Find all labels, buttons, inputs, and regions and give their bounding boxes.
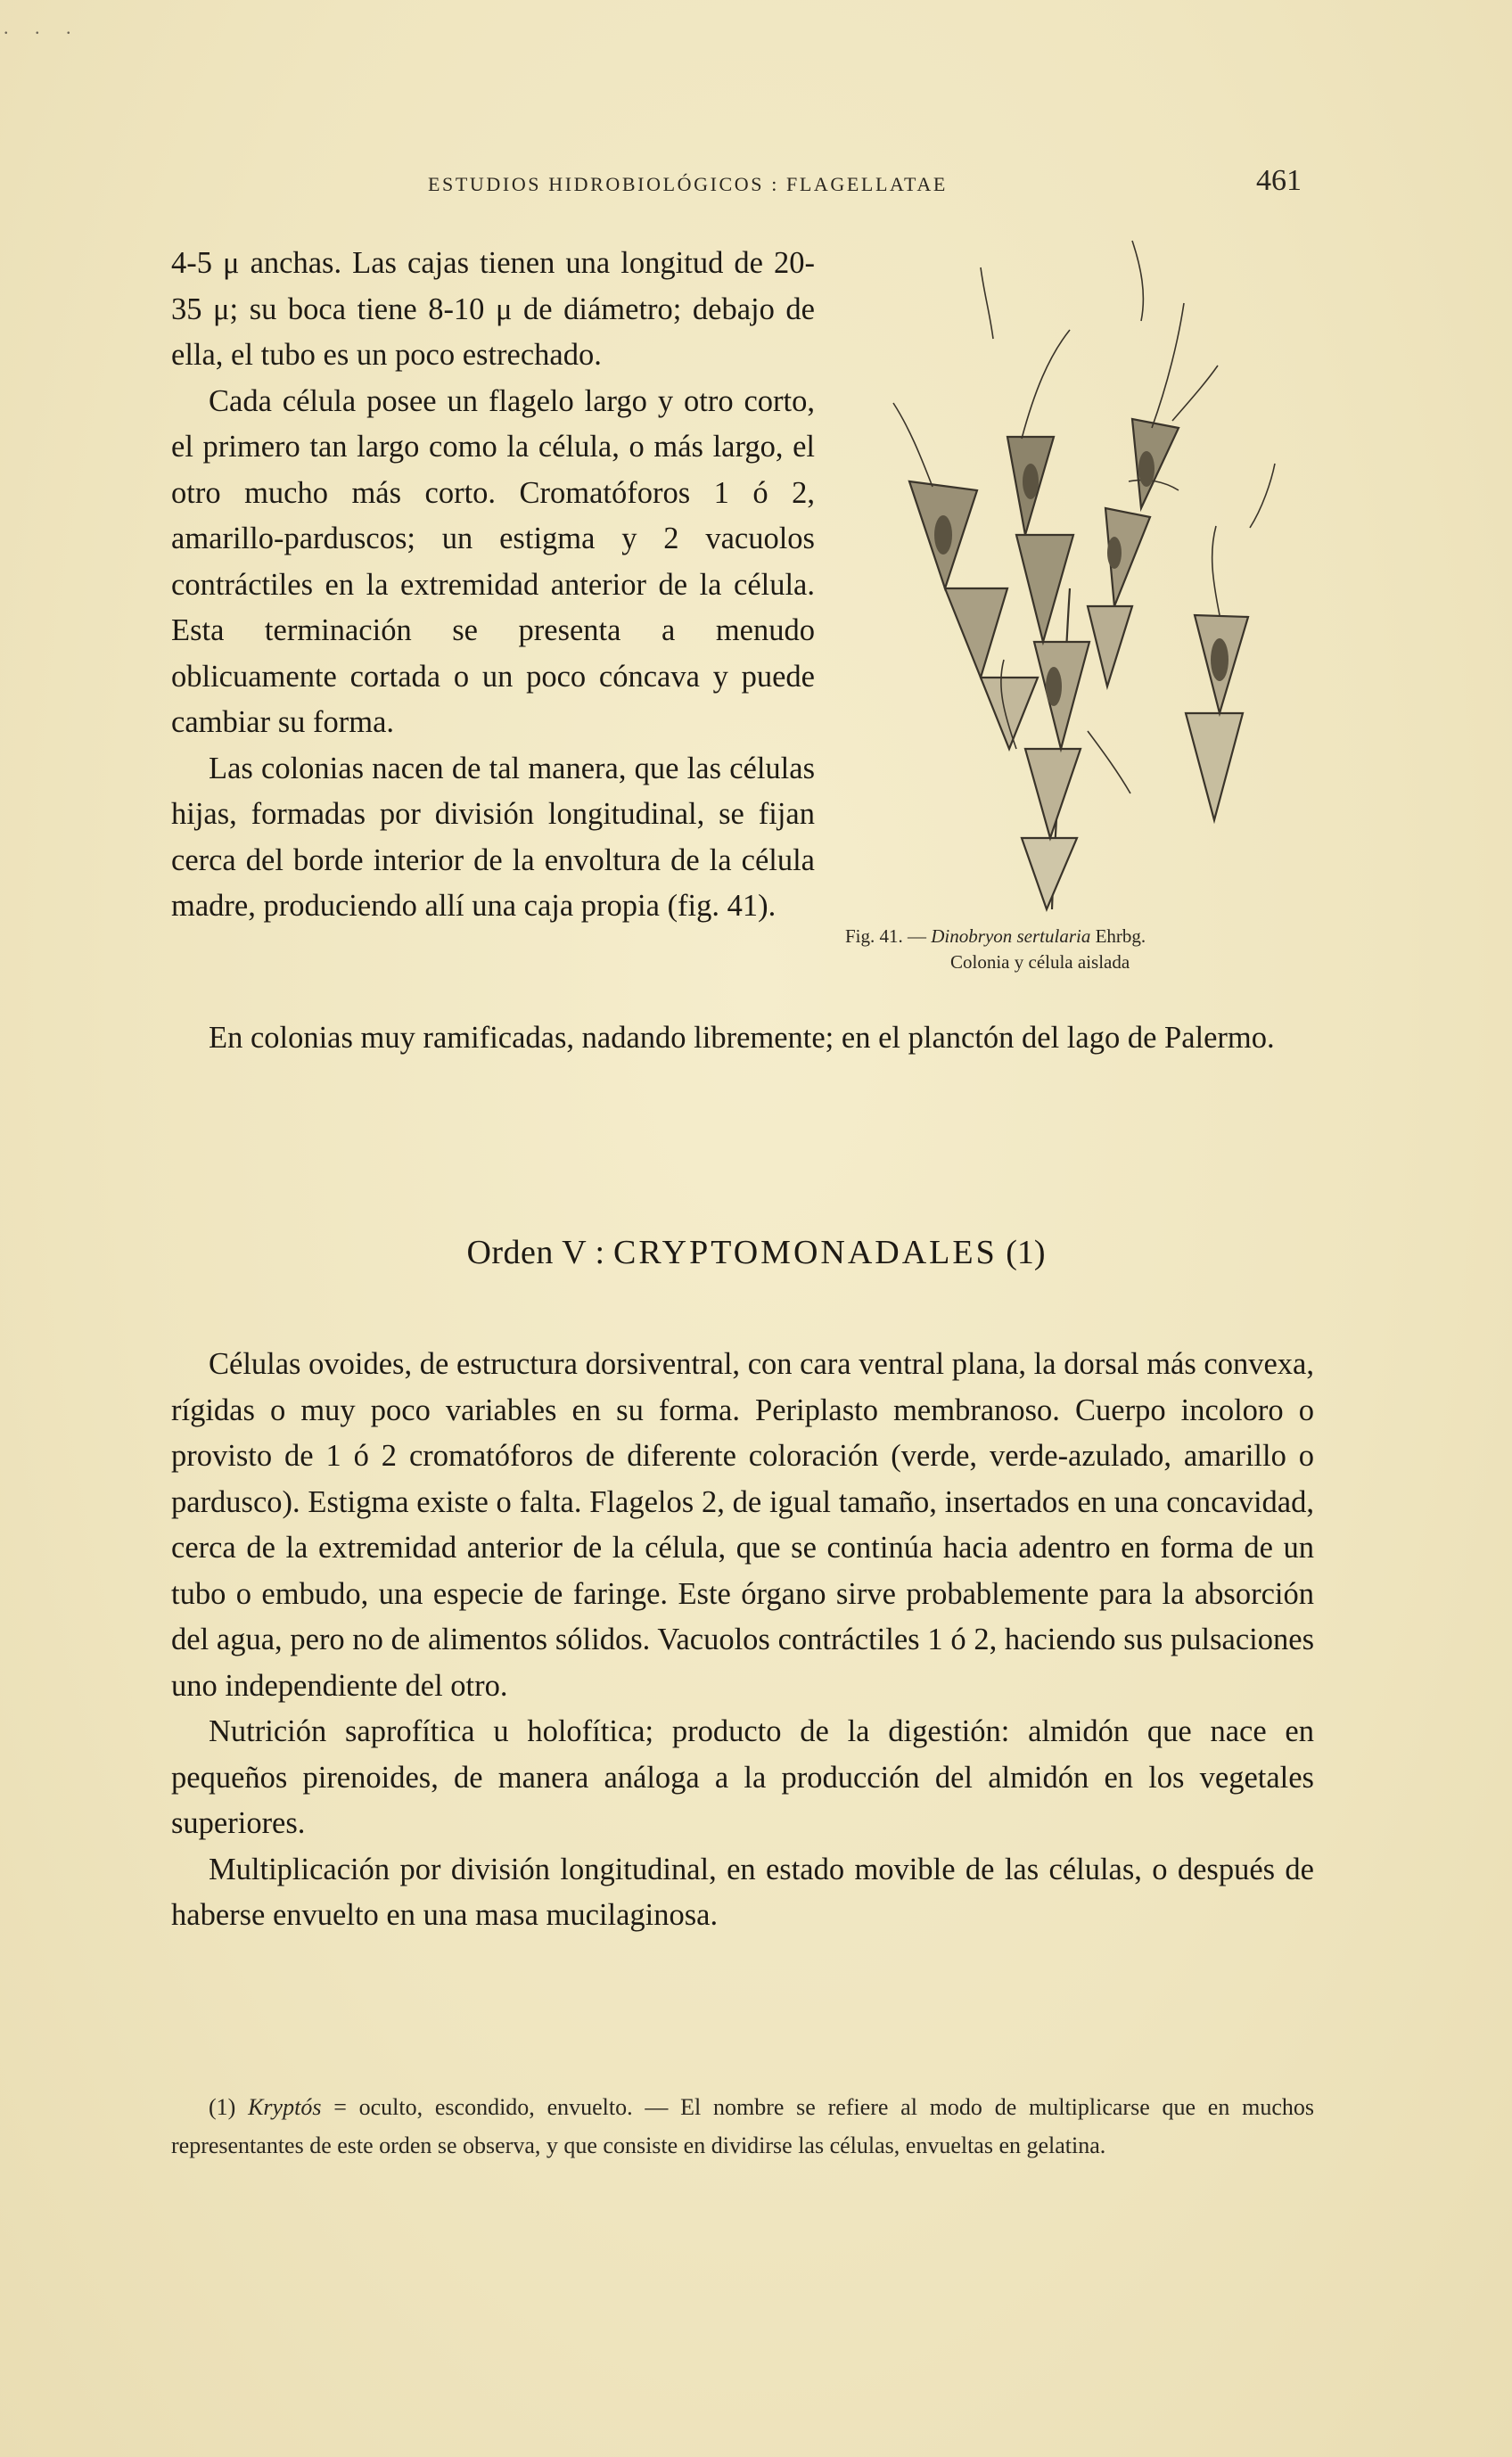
paragraph-box-dimensions: 4-5 μ anchas. Las cajas tienen una longitud de 20-35 μ; su boca tiene 8-10 μ de diámetro; debajo de ella, el tubo es un poco estrechado. (171, 246, 815, 372)
chromatophore-5 (1211, 638, 1228, 681)
section-order-prefix: Orden V : (466, 1234, 605, 1271)
paragraph-flagella: Cada célula posee un flagelo largo y otro corto, el primero tan largo como la célula, o más largo, el otro mucho más corto. Cromatóforos 1 ó 2, amarillo-parduscos; un estigma y 2 vacuolos contráctiles en la extremidad anterior de la célula. Esta terminación se presenta a menudo oblicuamente cortada o un poco cóncava y puede cambiar su forma. (171, 383, 815, 739)
section-heading (0, 1233, 1512, 1272)
cell-cup-left-mid (945, 588, 1007, 678)
top-text-column (171, 241, 815, 930)
footnote-term: Kryptós (248, 2094, 322, 2120)
wide-text-block (171, 1015, 1314, 1062)
page-number: 461 (1256, 164, 1302, 197)
dinobryon-colony-drawing (847, 214, 1311, 918)
footnote-marker: (1) (209, 2094, 236, 2120)
section-footnote-ref: (1) (1006, 1234, 1046, 1271)
caption-subcaption: Colonia y célula aislada (950, 951, 1130, 973)
footnote (171, 2088, 1314, 2165)
flagellum-top (981, 267, 993, 339)
flagellum-isolated (1212, 526, 1220, 615)
caption-author: Ehrbg. (1095, 925, 1146, 947)
cell-cup-base (1022, 838, 1077, 909)
caption-species: Dinobryon sertularia (931, 925, 1091, 947)
footnote-paragraph (171, 2088, 1314, 2165)
flagellum-left (893, 403, 933, 487)
flagellum-top-right (1132, 241, 1143, 321)
caption-label: Fig. 41. — (845, 925, 927, 947)
paragraph-nutrition: Nutrición saprofítica u holofítica; producto de la digestión: almidón que nace en pequeños pirenoides, de manera análoga a la producción del almidón en los vegetales superiores. (171, 1714, 1314, 1840)
isolated-cell-lower (1186, 713, 1243, 820)
paragraph-multiplication: Multiplicación por división longitudinal, en estado movible de las células, o después de haberse envuelto en una masa mucilaginosa. (171, 1852, 1314, 1932)
cell-cup-center (1034, 642, 1089, 749)
caption-line-1 (845, 924, 1327, 949)
flagellum-far-right (1250, 464, 1275, 528)
cell-cup-center-up (1016, 535, 1073, 642)
page-corner-marks: . . . (4, 16, 82, 38)
chromatophore-6 (1107, 537, 1122, 569)
section-body (171, 1342, 1314, 1939)
footnote-text: = oculto, escondido, envuelto. — El nombre se refiere al modo de multiplicarse que en muchos representantes de este orden se observa, y que consiste en dividirse las células, envueltas en gelatina. (171, 2094, 1314, 2158)
flagellum-right-short (1172, 366, 1218, 421)
figure-dinobryon-illustration (847, 214, 1311, 918)
chromatophore-3 (1138, 451, 1155, 487)
paragraph-habitat: En colonias muy ramificadas, nadando libremente; en el planctón del lago de Palermo. (209, 1021, 1275, 1055)
cell-cup-lower (1025, 749, 1081, 838)
chromatophore-4 (1046, 667, 1062, 706)
paragraph-colonies: Las colonias nacen de tal manera, que las células hijas, formadas por división longitudinal, se fijan cerca del borde interior de la envoltura de la célula madre, produciendo allí una caja propia (fig. 41). (171, 751, 815, 923)
cell-cup-right-low (1088, 606, 1132, 686)
cell-cup-left-low (981, 678, 1038, 749)
chromatophore-2 (1023, 464, 1039, 499)
flagellum-right (1152, 303, 1184, 428)
flagellum-center (1022, 330, 1070, 439)
section-order-name: CRYPTOMONADALES (613, 1234, 998, 1271)
chromatophore-1 (934, 515, 952, 555)
figure-caption (845, 924, 1327, 975)
paragraph-cell-structure: Células ovoides, de estructura dorsiventral, con cara ventral plana, la dorsal más convexa, rígidas o muy poco variables en su forma. Periplasto membranoso. Cuerpo incoloro o provisto de 1 ó 2 cromatóforos de diferente coloración (verde, verde-azulado, amarillo o pardusco). Estigma existe o falta. Flagelos 2, de igual tamaño, insertados en una concavidad, cerca de la extremidad anterior de la célula, que se continúa hacia adentro en forma de un tubo o embudo, una especie de faringe. Este órgano sirve probablemente para la absorción del agua, pero no de alimentos sólidos. Vacuolos contráctiles 1 ó 2, haciendo sus pulsaciones uno independiente del otro. (171, 1347, 1314, 1703)
running-header: ESTUDIOS HIDROBIOLÓGICOS : FLAGELLATAE (428, 173, 948, 195)
flagellum-lower-right (1088, 731, 1130, 793)
